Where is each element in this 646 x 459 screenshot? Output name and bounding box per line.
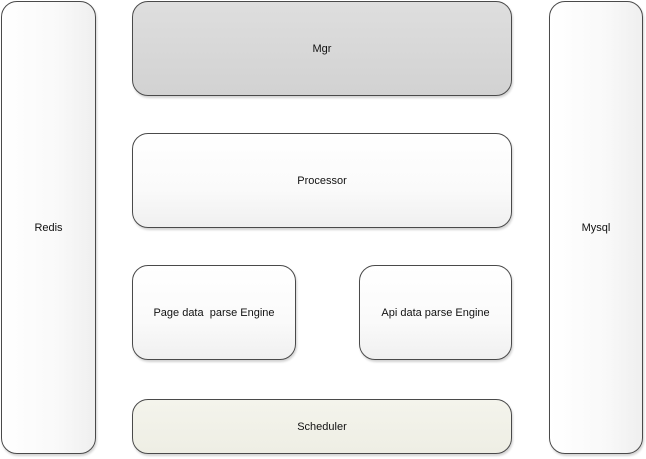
api-data-parse-engine-box (359, 265, 512, 360)
api-data-parse-engine-label: Api data parse Engine (381, 306, 490, 319)
mgr-label: Mgr (312, 42, 332, 55)
scheduler-box (132, 399, 512, 454)
mysql-box (549, 1, 643, 454)
scheduler-label: Scheduler (297, 420, 347, 433)
page-data-parse-engine-label: Page data parse Engine (153, 306, 275, 319)
redis-box (1, 1, 96, 454)
redis-label: Redis (34, 221, 63, 234)
mysql-label: Mysql (581, 221, 611, 234)
page-data-parse-engine-box (132, 265, 296, 360)
mgr-box (132, 1, 512, 96)
processor-label: Processor (297, 174, 347, 187)
processor-box (132, 133, 512, 228)
